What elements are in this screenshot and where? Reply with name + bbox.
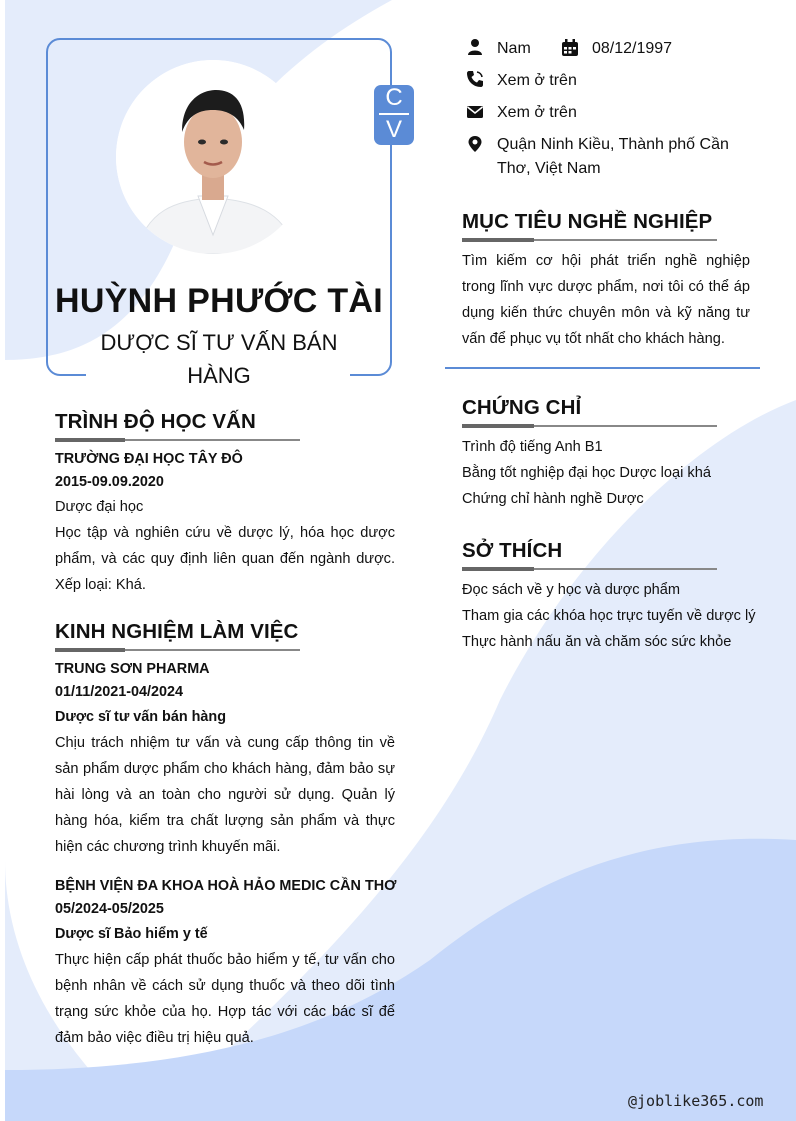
- job-description: Thực hiện cấp phát thuốc bảo hiểm y tế, tư vấn cho bệnh nhân về cách sử dụng thuốc và theo dõi tình trạng sức khỏe của họ. Hợp tác với các bác sĩ để đảm bảo việc điều trị hiệu quả.: [55, 952, 395, 1046]
- address-value: Quận Ninh Kiều, Thành phố Cần Thơ, Việt Nam: [497, 136, 729, 177]
- education-description: Học tập và nghiên cứu về dược lý, hóa học dược phẩm, và các quy định liên quan đến ngành dược. Xếp loại: Khá.: [55, 525, 395, 593]
- hobbies-underline: [462, 568, 717, 570]
- cv-letter-v: V: [385, 115, 402, 143]
- certificates-heading: CHỨNG CHỈ: [462, 396, 582, 419]
- cv-letter-c: C: [385, 84, 403, 111]
- certificate-item: Trình độ tiếng Anh B1: [462, 439, 603, 455]
- hobbies-list: [462, 577, 772, 655]
- education-period: 2015-09.09.2020: [55, 474, 164, 490]
- job-title: DƯỢC SĨ TƯ VẤN BÁN HÀNG: [100, 330, 338, 388]
- mail-icon: [466, 103, 484, 121]
- experience-underline: [55, 649, 300, 651]
- job-role: Dược sĩ tư vấn bán hàng: [55, 709, 227, 725]
- education-school: TRƯỜNG ĐẠI HỌC TÂY ĐÔ: [55, 451, 243, 467]
- birthdate-value: 08/12/1997: [592, 40, 673, 57]
- education-underline: [55, 439, 300, 441]
- hobby-item: Đọc sách về y học và dược phẩm: [462, 582, 681, 598]
- person-photo-icon: [116, 60, 310, 254]
- footer-watermark: @joblike365.com: [628, 1092, 764, 1110]
- experience-heading: KINH NGHIỆM LÀM VIỆC: [55, 620, 299, 643]
- job-period: 01/11/2021-04/2024: [55, 684, 184, 700]
- job-company: TRUNG SƠN PHARMA: [55, 661, 210, 677]
- email-value: Xem ở trên: [497, 104, 577, 121]
- phone-value: Xem ở trên: [497, 72, 577, 89]
- gender-value: Nam: [497, 40, 531, 57]
- certificate-item: Bằng tốt nghiệp đại học Dược loại khá: [462, 465, 711, 481]
- section-divider: [445, 367, 760, 369]
- calendar-icon: [561, 39, 579, 57]
- education-major: Dược đại học: [55, 499, 144, 515]
- certificates-list: [462, 434, 762, 512]
- hobby-item: Tham gia các khóa học trực tuyến về dược lý: [462, 608, 756, 624]
- candidate-name: HUỲNH PHƯỚC TÀI: [54, 282, 384, 320]
- hobbies-heading: SỞ THÍCH: [462, 539, 563, 562]
- job-description: Chịu trách nhiệm tư vấn và cung cấp thông tin về sản phẩm dược phẩm cho khách hàng, đảm bảo sự hài lòng và an toàn cho người sử dụng. Quản lý hàng hóa, kiểm tra chất lượng sản phẩm và thực hiện các chương trình khuyến mãi.: [55, 735, 395, 855]
- objective-heading: MỤC TIÊU NGHỀ NGHIỆP: [462, 210, 713, 233]
- user-icon: [466, 38, 484, 56]
- certificate-item: Chứng chỉ hành nghề Dược: [462, 491, 644, 507]
- education-heading: TRÌNH ĐỘ HỌC VẤN: [55, 410, 256, 433]
- job-role: Dược sĩ Bảo hiểm y tế: [55, 926, 208, 942]
- cv-badge: [374, 85, 414, 145]
- phone-icon: [466, 70, 484, 88]
- certificates-underline: [462, 425, 717, 427]
- job-period: 05/2024-05/2025: [55, 901, 164, 917]
- hobby-item: Thực hành nấu ăn và chăm sóc sức khỏe: [462, 634, 732, 650]
- location-pin-icon: [466, 135, 484, 153]
- objective-underline: [462, 239, 717, 241]
- job-company: BỆNH VIỆN ĐA KHOA HOÀ HẢO MEDIC CẦN THƠ: [55, 878, 397, 894]
- objective-text: Tìm kiếm cơ hội phát triển nghề nghiệp trong lĩnh vực dược phẩm, nơi tôi có thể áp dụng kiến thức chuyên môn và kỹ năng tư vấn để phục vụ tốt nhất cho khách hàng.: [462, 253, 750, 347]
- profile-photo: [116, 60, 310, 254]
